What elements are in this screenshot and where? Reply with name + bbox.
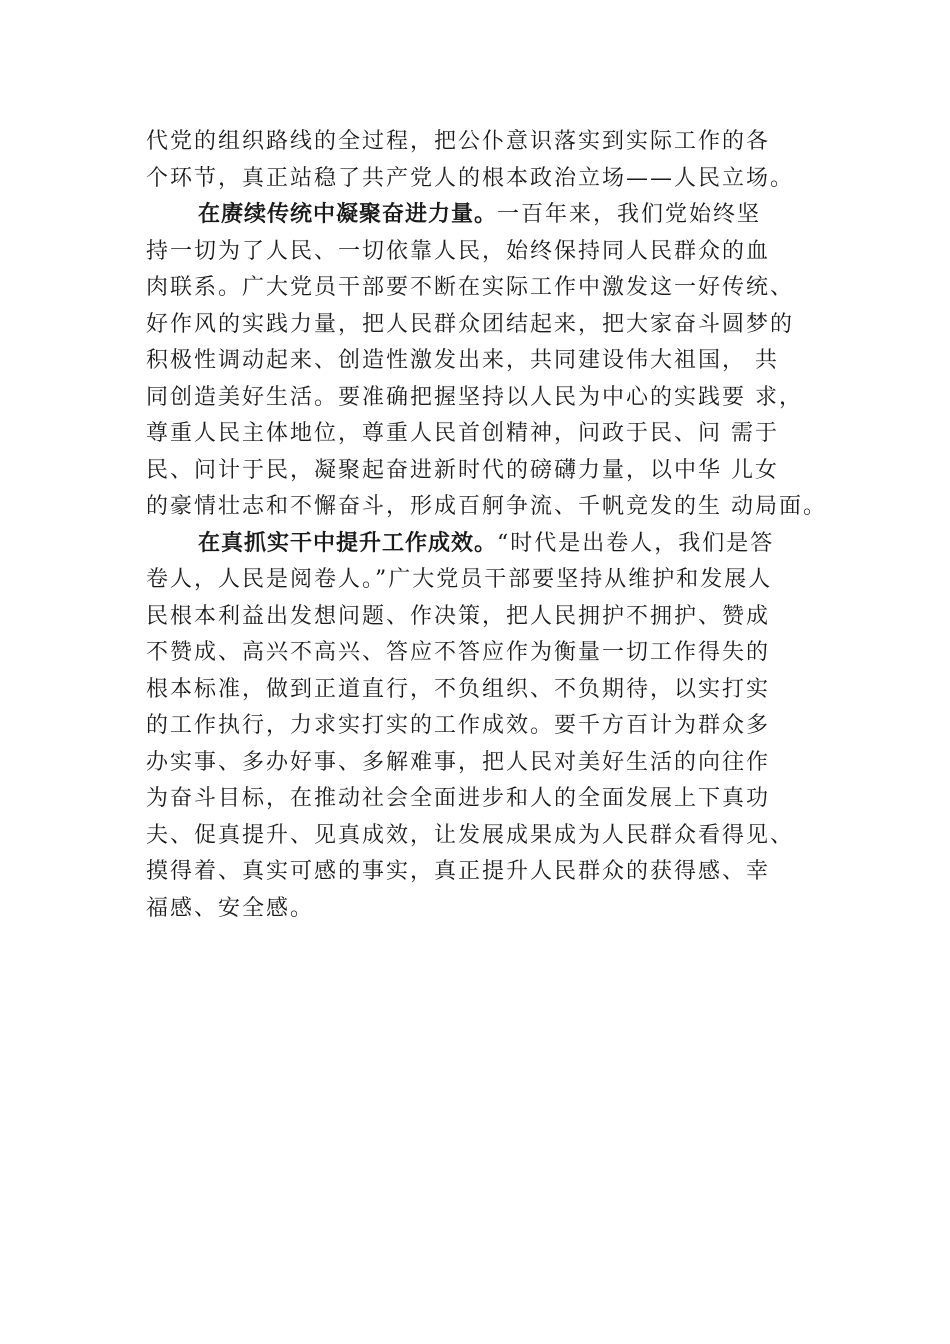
text-line: 卷人，人民是阅卷人。”广大党员干部要坚持从维护和发展人 [146, 567, 773, 592]
text-line: 的工作执行，力求实打实的工作成效。要千方百计为群众多 [146, 713, 771, 738]
text-line: 尊重人民主体地位，尊重人民首创精神，问政于民、问 需于 [146, 421, 779, 446]
text-line: 不赞成、高兴不高兴、答应不答应作为衡量一切工作得失的 [146, 640, 771, 665]
text-line: 夫、促真提升、见真成效，让发展成果成为人民群众看得见、 [146, 822, 795, 848]
text-line: 为奋斗目标，在推动社会全面进步和人的全面发展上下真功 [146, 786, 771, 811]
text-line: 摸得着、真实可感的事实，真正提升人民群众的获得感、幸 [146, 859, 771, 884]
text-line: 民、问计于民，凝聚起奋进新时代的磅礴力量，以中华 儿女 [146, 457, 779, 483]
text-line: 肉联系。广大党员干部要不断在实际工作中激发这一好传统、 [146, 275, 795, 300]
paragraph-heading: 在真抓实干中提升工作成效。 [198, 530, 498, 556]
text-line: 办实事、多办好事、多解难事，把人民对美好生活的向往作 [146, 749, 771, 775]
text-line: 的豪情壮志和不懈奋斗，形成百舸争流、千帆竞发的生 动局面。 [146, 494, 827, 519]
text-line: 代党的组织路线的全过程，把公仆意识落实到实际工作的各 [146, 129, 771, 154]
paragraph-heading: 在赓续传统中凝聚奋进力量。 [198, 202, 498, 227]
text-line: 根本标准，做到正道直行，不负组织、不负期待，以实打实 [146, 676, 771, 702]
text-line: 持一切为了人民、一切依靠人民，始终保持同人民群众的血 [146, 238, 771, 264]
document-body [146, 124, 846, 927]
text-line: 好作风的实践力量，把人民群众团结起来，把大家奋斗圆梦的 [146, 311, 795, 337]
text-line: 个环节，真正站稳了共产党人的根本政治立场——人民立场。 [146, 165, 795, 191]
paragraph-heading-line: 在赓续传统中凝聚奋进力量。一百年来，我们党始终坚 [198, 202, 762, 227]
text-line: 福感、安全感。 [146, 895, 315, 921]
paragraph-heading-line: 在真抓实干中提升工作成效。“时代是出卷人，我们是答 [198, 530, 775, 556]
text-line: 积极性调动起来、创造性激发出来，共同建设伟大祖国， 共 [146, 348, 779, 373]
text-line: 同创造美好生活。要准确把握坚持以人民为中心的实践要 求， [146, 384, 803, 410]
text-line: 民根本利益出发想问题、作决策，把人民拥护不拥护、赞成 [146, 603, 771, 629]
